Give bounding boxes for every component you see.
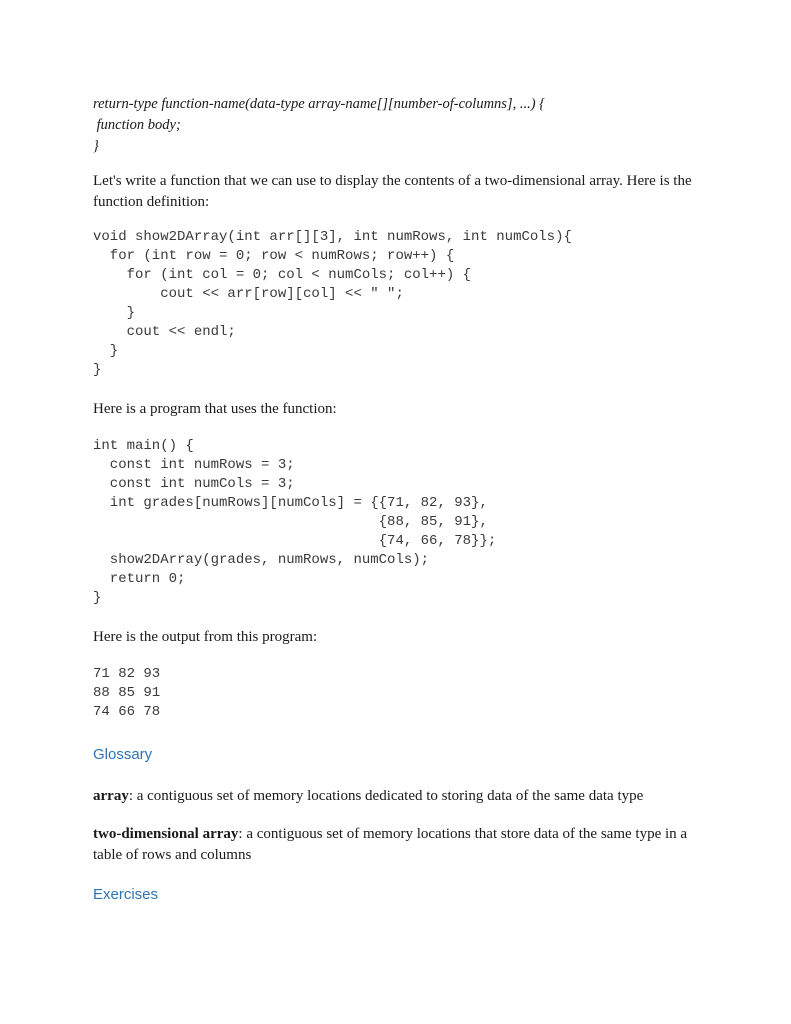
syntax-line: function body; [93,117,181,133]
code-line: } [93,343,119,359]
syntax-line: return-type function-name(data-type array-name[][number-of-columns], ...) { [93,96,545,112]
glossary-definition: : a contiguous set of memory locations that store data of the same type in a table of rows and columns [93,826,688,863]
glossary-entry-two-dimensional-array [93,824,703,866]
glossary-term: array [93,788,129,804]
function-syntax-template [93,94,545,157]
code-line: void show2DArray(int arr[][3], int numRows, int numCols){ [93,229,572,245]
syntax-line: } [93,138,99,154]
glossary-heading: Glossary [93,746,153,763]
code-line: {88, 85, 91}, [93,514,488,530]
code-line: return 0; [93,571,186,587]
output-line: 88 85 91 [93,685,161,701]
code-line: cout << arr[row][col] << " "; [93,286,404,302]
code-line: {74, 66, 78}}; [93,533,497,549]
code-line: } [93,590,102,606]
output-line: 74 66 78 [93,704,161,720]
output-intro: Here is the output from this program: [93,629,318,645]
code-line: for (int row = 0; row < numRows; row++) { [93,248,455,264]
code-line: } [93,305,136,321]
exercises-heading: Exercises [93,886,159,903]
glossary-entry-array [93,786,703,807]
program-intro: Here is a program that uses the function: [93,401,337,417]
output-line: 71 82 93 [93,666,161,682]
code-line: const int numRows = 3; [93,457,295,473]
glossary-term: two-dimensional array [93,826,239,842]
code-line: int main() { [93,438,194,454]
code-line: int grades[numRows][numCols] = {{71, 82, 93}, [93,495,488,511]
code-line: const int numCols = 3; [93,476,295,492]
code-line: for (int col = 0; col < numCols; col++) { [93,267,472,283]
code-line: show2DArray(grades, numRows, numCols); [93,552,430,568]
code-line: cout << endl; [93,324,236,340]
intro-paragraph: Let's write a function that we can use to display the contents of a two-dimensional array. Here is the function definition: [93,173,692,210]
function-code-block [93,228,572,380]
glossary-definition: : a contiguous set of memory locations dedicated to storing data of the same data type [128,788,644,804]
program-code-block [93,437,496,608]
program-output-block [93,665,160,722]
code-line: } [93,362,102,378]
